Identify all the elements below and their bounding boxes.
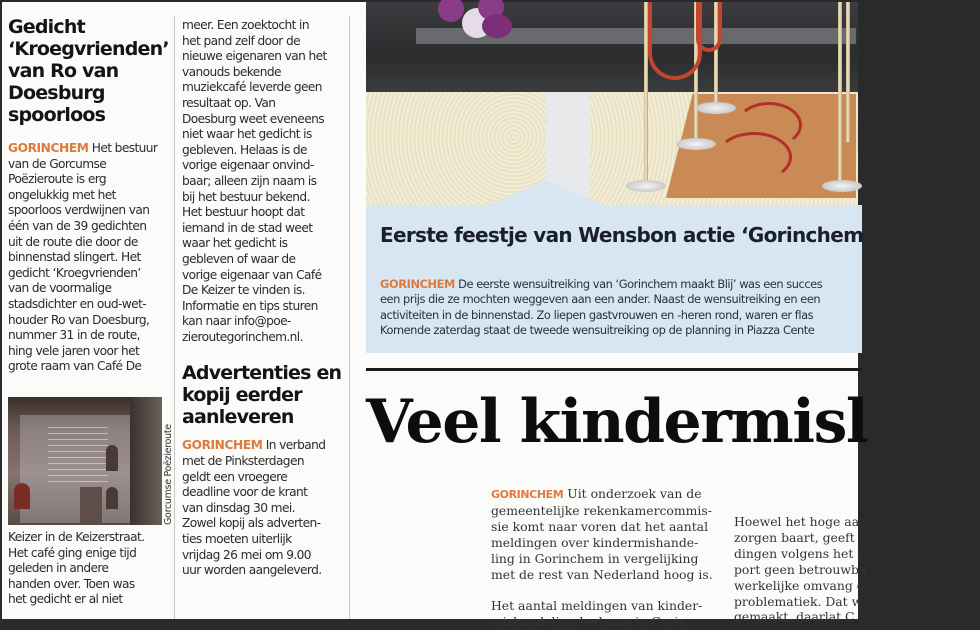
red-carpet-photo	[366, 2, 858, 205]
photo-credit: Gorcumse Poëzieroute	[163, 424, 174, 525]
newspaper-page	[2, 2, 868, 630]
article-ads-headline: Advertenties en kopij eerder aanleveren	[182, 362, 342, 429]
article-teaser	[366, 205, 862, 353]
article-main-column-2: Hoewel het hoge aa zorgen baart, geeft dingen volgens het r port geen betrouwba werkelijke omvang c problematiek. Dat w gemaakt, daarlat C	[734, 514, 867, 625]
dateline: GORINCHEM	[380, 277, 455, 291]
cafe-window-photo	[8, 397, 162, 525]
article-teaser-headline: Eerste feestje van Wensbon actie ‘Gorinchem	[380, 223, 864, 247]
headline-line: van Ro van	[8, 60, 119, 82]
article-poem-headline	[8, 16, 169, 126]
section-rule	[366, 368, 862, 371]
column-divider	[349, 16, 350, 619]
article-teaser-body: GORINCHEM De eerste wensuitreiking van ‘Gorinchem maakt Blij’ was een succes een prijs die ze mochten weggeven aan een ander. Naast de wensuitreiking en een activiteiten in de binnenstad. Zo liepen gastvrouwen en -heren rond, waren er flas Komende zaterdag staat de tweede wensuitreiking op de planning in Piazza Cente	[380, 277, 823, 338]
article-poem-body-continued: Keizer in de Keizerstraat. Het café ging enige tijd geleden in andere handen over. Toen was het gedicht er al niet	[8, 530, 145, 607]
article-poem-body-2: meer. Een zoektocht in het pand zelf door de nieuwe eigenaren van het vanouds bekende muziekcafé leverde geen resultaat op. Van Doesburg weet eveneens niet waar het gedicht is gebleven. Helaas is de vorige eigenaar onvind- baar; alleen zijn naam is bij het bestuur bekend. Het bestuur hoopt dat iemand in de stad weet waar het gedicht is gebleven of waar de vorige eigenaar van Café De Keizer te vinden is. Informatie en tips sturen kan naar info@poe- zieroutegorinchem.nl.	[182, 18, 327, 344]
article-poem-column-1	[8, 2, 169, 375]
headline-line: ‘Kroegvrienden’	[8, 38, 169, 60]
article-main-column-1: GORINCHEM Uit onderzoek van de gemeentelijke rekenkamercommis- sie komt naar voren dat het aantal meldingen over kindermishande- ling in Gorinchem in vergelijking met de rest van Nederland hoog is. Het aantal meldingen van kinder- mishandeling bedraag in Gorin	[491, 486, 713, 630]
article-ads-body: GORINCHEM In verband met de Pinksterdagen geldt een vroegere deadline voor de krant van dinsdag 30 mei. Zowel kopij als adverten- ties moeten uiterlijk vrijdag 26 mei om 9.00 uur worden aangeleverd.	[182, 438, 326, 578]
column-divider	[174, 16, 175, 619]
dateline: GORINCHEM	[491, 488, 564, 501]
article-poem-column-2	[182, 18, 342, 579]
dateline: GORINCHEM	[8, 141, 89, 155]
headline-line: Gedicht	[8, 16, 85, 38]
headline-line: Doesburg	[8, 82, 105, 104]
article-poem-body: GORINCHEM Het bestuur van de Gorcumse Poëzieroute is erg ongelukkig met het spoorloos verdwijnen van één van de 39 gedichten uit de route die door de binnenstad slingert. Het gedicht ‘Kroegvrienden’ van de voormalige stadsdichter en oud-wet- houder Ro van Doesburg, nummer 31 in de route, hing vele jaren voor het grote raam van Café De	[8, 141, 158, 374]
article-main-headline: Veel kindermisl	[366, 387, 868, 457]
headline-line: spoorloos	[8, 104, 106, 126]
dateline: GORINCHEM	[182, 438, 263, 453]
